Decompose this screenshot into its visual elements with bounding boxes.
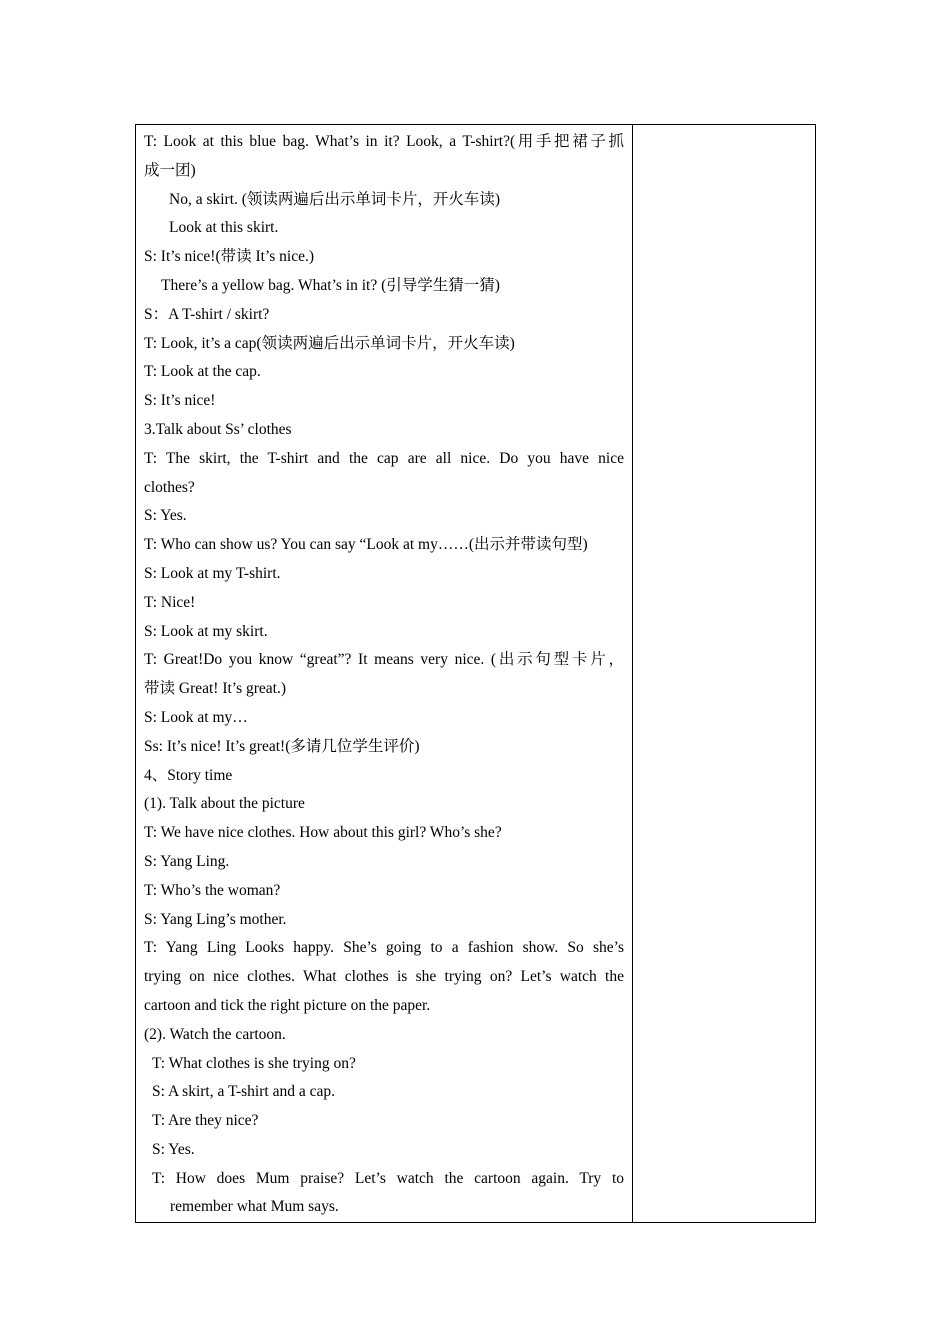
text-line: T: How does Mum praise? Let’s watch the cartoon again. Try to	[152, 1169, 624, 1187]
text-line: There’s a yellow bag. What’s in it? (引导学生猜一猜)	[161, 276, 500, 294]
text-line: T: Who’s the woman?	[144, 881, 281, 899]
text-line: T: Nice!	[144, 593, 196, 611]
text-line: S: A skirt, a T-shirt and a cap.	[152, 1083, 335, 1101]
text-line: cartoon and tick the right picture on the paper.	[144, 996, 431, 1014]
text-line: T: Look, it’s a cap(领读两遍后出示单词卡片，开火车读)	[144, 334, 515, 352]
text-line: T: Who can show us? You can say “Look at my……(出示并带读句型)	[144, 536, 588, 554]
text-line: 成一团)	[144, 161, 196, 179]
text-line: S: Yang Ling.	[144, 852, 230, 870]
text-line: S: Yes.	[152, 1140, 195, 1158]
subsection-heading: (1). Talk about the picture	[144, 795, 305, 813]
table-row	[136, 125, 816, 1223]
lesson-plan-table	[135, 124, 816, 1223]
text-line: T: Look at the cap.	[144, 363, 261, 381]
text-line: S: Look at my…	[144, 708, 248, 726]
text-line: S: It’s nice!	[144, 392, 216, 410]
text-line: T: Look at this blue bag. What’s in it? Look, a T-shirt?(用手把裙子抓	[144, 133, 624, 150]
section-heading: 3.Talk about Ss’ clothes	[144, 420, 292, 438]
text-line: trying on nice clothes. What clothes is she trying on? Let’s watch the	[144, 968, 624, 986]
text-line: T: Great!Do you know “great”? It means very nice. (出示句型卡片，	[144, 651, 624, 669]
subsection-heading: (2). Watch the cartoon.	[144, 1025, 286, 1043]
text-line: Look at this skirt.	[169, 219, 279, 237]
text-line: S: Yang Ling’s mother.	[144, 910, 287, 928]
text-line: No, a skirt. (领读两遍后出示单词卡片，开火车读)	[169, 190, 501, 208]
text-line: S: Yes.	[144, 507, 187, 525]
text-line: S: Look at my skirt.	[144, 622, 268, 640]
text-line: T: What clothes is she trying on?	[152, 1054, 356, 1072]
text-line: S: Look at my T-shirt.	[144, 564, 281, 582]
text-line: Ss: It’s nice! It’s great!(多请几位学生评价)	[144, 737, 420, 755]
section-heading: 4、Story time	[144, 766, 233, 784]
text-line: S：A T-shirt / skirt?	[144, 305, 270, 323]
text-line: T: We have nice clothes. How about this girl? Who’s she?	[144, 824, 502, 842]
text-line: clothes?	[144, 478, 195, 496]
text-line: T: Yang Ling Looks happy. She’s going to a fashion show. So she’s	[144, 939, 624, 957]
notes-cell	[633, 125, 816, 1223]
text-line: T: The skirt, the T-shirt and the cap are all nice. Do you have nice	[144, 449, 624, 467]
teaching-process-cell	[136, 125, 633, 1223]
text-line: 带读 Great! It’s great.)	[144, 680, 287, 698]
text-line: remember what Mum says.	[170, 1198, 339, 1216]
text-line: T: Are they nice?	[152, 1112, 259, 1130]
teaching-process-text	[136, 125, 632, 1222]
text-line: S: It’s nice!(带读 It’s nice.)	[144, 248, 315, 266]
